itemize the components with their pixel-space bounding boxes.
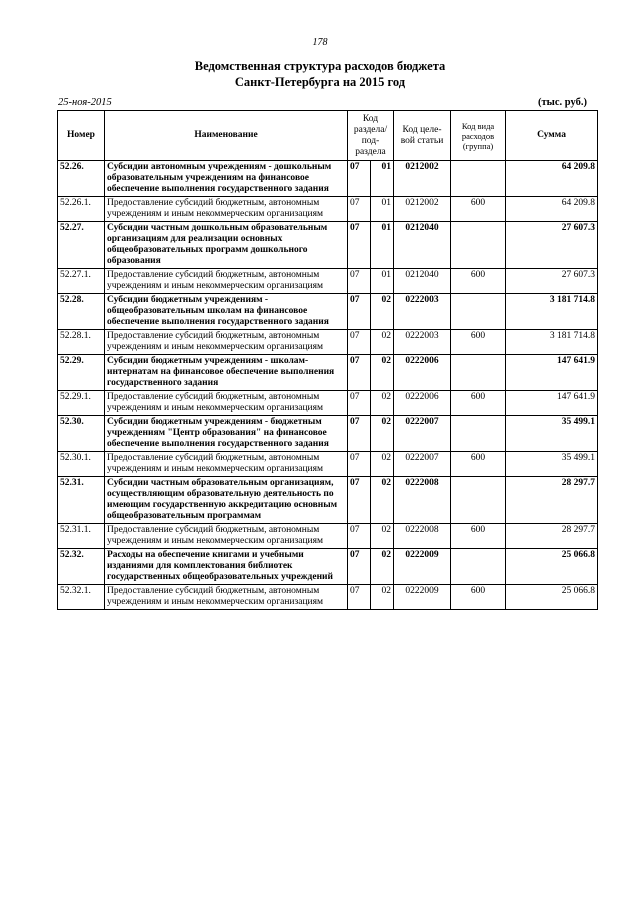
row-expense-type: [451, 294, 506, 330]
table-row: [58, 549, 598, 585]
row-name: Предоставление субсидий бюджетным, автономным учреждениям и иным некоммерческим организациям: [105, 330, 348, 355]
row-section: 07: [348, 416, 371, 452]
row-subsection: 02: [371, 477, 394, 524]
row-number: 52.31.1.: [58, 524, 105, 549]
row-target-code: 0222007: [394, 452, 451, 477]
row-target-code: 0222003: [394, 294, 451, 330]
row-name: Субсидии бюджетным учреждениям - общеобразовательным школам на финансовое обеспечение выполнения государственного задания: [105, 294, 348, 330]
row-amount: 27 607.3: [506, 222, 598, 269]
row-number: 52.27.1.: [58, 269, 105, 294]
row-number: 52.28.1.: [58, 330, 105, 355]
table-row: [58, 294, 598, 330]
row-expense-type: 600: [451, 452, 506, 477]
row-amount: 35 499.1: [506, 452, 598, 477]
row-name: Предоставление субсидий бюджетным, автономным учреждениям и иным некоммерческим организациям: [105, 585, 348, 610]
table-row: [58, 391, 598, 416]
row-target-code: 0212040: [394, 222, 451, 269]
row-section: 07: [348, 269, 371, 294]
row-subsection: 01: [371, 222, 394, 269]
row-section: 07: [348, 161, 371, 197]
row-subsection: 02: [371, 355, 394, 391]
row-amount: 25 066.8: [506, 549, 598, 585]
row-amount: 147 641.9: [506, 355, 598, 391]
row-expense-type: 600: [451, 197, 506, 222]
row-expense-type: 600: [451, 585, 506, 610]
row-target-code: 0222006: [394, 355, 451, 391]
row-number: 52.27.: [58, 222, 105, 269]
row-amount: 147 641.9: [506, 391, 598, 416]
units-label: (тыс. руб.): [538, 97, 587, 108]
row-amount: 64 209.8: [506, 161, 598, 197]
row-subsection: 02: [371, 452, 394, 477]
row-amount: 27 607.3: [506, 269, 598, 294]
row-amount: 35 499.1: [506, 416, 598, 452]
table-row: [58, 585, 598, 610]
row-section: 07: [348, 294, 371, 330]
row-number: 52.32.1.: [58, 585, 105, 610]
table-row: [58, 161, 598, 197]
row-expense-type: [451, 477, 506, 524]
title-line-1: Ведомственная структура расходов бюджета: [194, 59, 446, 73]
row-expense-type: [451, 416, 506, 452]
header-section-code: Код раздела/ под- раздела: [348, 111, 394, 161]
row-section: 07: [348, 524, 371, 549]
row-amount: 3 181 714.8: [506, 294, 598, 330]
row-target-code: 0212002: [394, 161, 451, 197]
row-name: Расходы на обеспечение книгами и учебными изданиями для комплектования библиотек государственных общеобразовательных учреждений: [105, 549, 348, 585]
row-subsection: 02: [371, 549, 394, 585]
row-name: Субсидии частным дошкольным образовательным организациям для реализации основных общеобразовательных программ дошкольного образования: [105, 222, 348, 269]
document-date: 25-ноя-2015: [58, 97, 112, 108]
header-expense-type: Код вида расходов (группа): [451, 111, 506, 161]
row-section: 07: [348, 197, 371, 222]
row-subsection: 02: [371, 585, 394, 610]
row-number: 52.30.: [58, 416, 105, 452]
row-number: 52.31.: [58, 477, 105, 524]
row-expense-type: [451, 355, 506, 391]
header-number: Номер: [58, 111, 105, 161]
table-row: [58, 269, 598, 294]
row-expense-type: [451, 161, 506, 197]
table-row: [58, 330, 598, 355]
row-target-code: 0222006: [394, 391, 451, 416]
row-section: 07: [348, 222, 371, 269]
table-body: [58, 161, 598, 610]
row-target-code: 0222008: [394, 477, 451, 524]
row-number: 52.28.: [58, 294, 105, 330]
header-amount: Сумма: [506, 111, 598, 161]
row-target-code: 0212040: [394, 269, 451, 294]
row-amount: 28 297.7: [506, 477, 598, 524]
row-target-code: 0222009: [394, 585, 451, 610]
table-row: [58, 452, 598, 477]
row-expense-type: 600: [451, 330, 506, 355]
row-name: Предоставление субсидий бюджетным, автономным учреждениям и иным некоммерческим организациям: [105, 269, 348, 294]
row-target-code: 0212002: [394, 197, 451, 222]
row-expense-type: [451, 222, 506, 269]
row-subsection: 02: [371, 524, 394, 549]
row-number: 52.29.1.: [58, 391, 105, 416]
row-name: Субсидии частным образовательным организациям, осуществляющим образовательную деятельность по имеющим государственную аккредитацию основным общеобразовательным программам: [105, 477, 348, 524]
row-section: 07: [348, 452, 371, 477]
row-expense-type: 600: [451, 524, 506, 549]
row-amount: 25 066.8: [506, 585, 598, 610]
page-number: 178: [312, 37, 328, 48]
row-name: Предоставление субсидий бюджетным, автономным учреждениям и иным некоммерческим организациям: [105, 197, 348, 222]
row-amount: 3 181 714.8: [506, 330, 598, 355]
page-title: [0, 58, 640, 90]
header-target-code: Код целе- вой статьи: [394, 111, 451, 161]
row-subsection: 02: [371, 391, 394, 416]
row-name: Предоставление субсидий бюджетным, автономным учреждениям и иным некоммерческим организациям: [105, 524, 348, 549]
row-name: Субсидии бюджетным учреждениям - бюджетным учреждениям "Центр образования" на финансовое обеспечение выполнения государственного задания: [105, 416, 348, 452]
table-row: [58, 477, 598, 524]
row-subsection: 02: [371, 416, 394, 452]
table-row: [58, 222, 598, 269]
table-row: [58, 416, 598, 452]
table-row: [58, 197, 598, 222]
title-line-2: Санкт-Петербурга на 2015 год: [234, 75, 406, 89]
row-subsection: 01: [371, 161, 394, 197]
row-number: 52.32.: [58, 549, 105, 585]
row-expense-type: [451, 549, 506, 585]
row-section: 07: [348, 330, 371, 355]
table-header-row: [58, 111, 598, 161]
row-number: 52.30.1.: [58, 452, 105, 477]
row-section: 07: [348, 549, 371, 585]
row-number: 52.29.: [58, 355, 105, 391]
row-number: 52.26.1.: [58, 197, 105, 222]
table-row: [58, 355, 598, 391]
row-section: 07: [348, 585, 371, 610]
row-section: 07: [348, 477, 371, 524]
row-name: Предоставление субсидий бюджетным, автономным учреждениям и иным некоммерческим организациям: [105, 452, 348, 477]
row-target-code: 0222003: [394, 330, 451, 355]
row-expense-type: 600: [451, 269, 506, 294]
row-subsection: 01: [371, 197, 394, 222]
row-subsection: 02: [371, 294, 394, 330]
header-name: Наименование: [105, 111, 348, 161]
row-amount: 28 297.7: [506, 524, 598, 549]
row-expense-type: 600: [451, 391, 506, 416]
row-number: 52.26.: [58, 161, 105, 197]
row-target-code: 0222009: [394, 549, 451, 585]
row-target-code: 0222008: [394, 524, 451, 549]
table-row: [58, 524, 598, 549]
row-name: Предоставление субсидий бюджетным, автономным учреждениям и иным некоммерческим организациям: [105, 391, 348, 416]
budget-table: [57, 110, 598, 610]
row-subsection: 02: [371, 330, 394, 355]
row-name: Субсидии автономным учреждениям - дошкольным образовательным учреждениям на финансовое обеспечение выполнения государственного задания: [105, 161, 348, 197]
row-section: 07: [348, 355, 371, 391]
row-amount: 64 209.8: [506, 197, 598, 222]
row-subsection: 01: [371, 269, 394, 294]
row-target-code: 0222007: [394, 416, 451, 452]
row-section: 07: [348, 391, 371, 416]
row-name: Субсидии бюджетным учреждениям - школам-интернатам на финансовое обеспечение выполнения государственного задания: [105, 355, 348, 391]
